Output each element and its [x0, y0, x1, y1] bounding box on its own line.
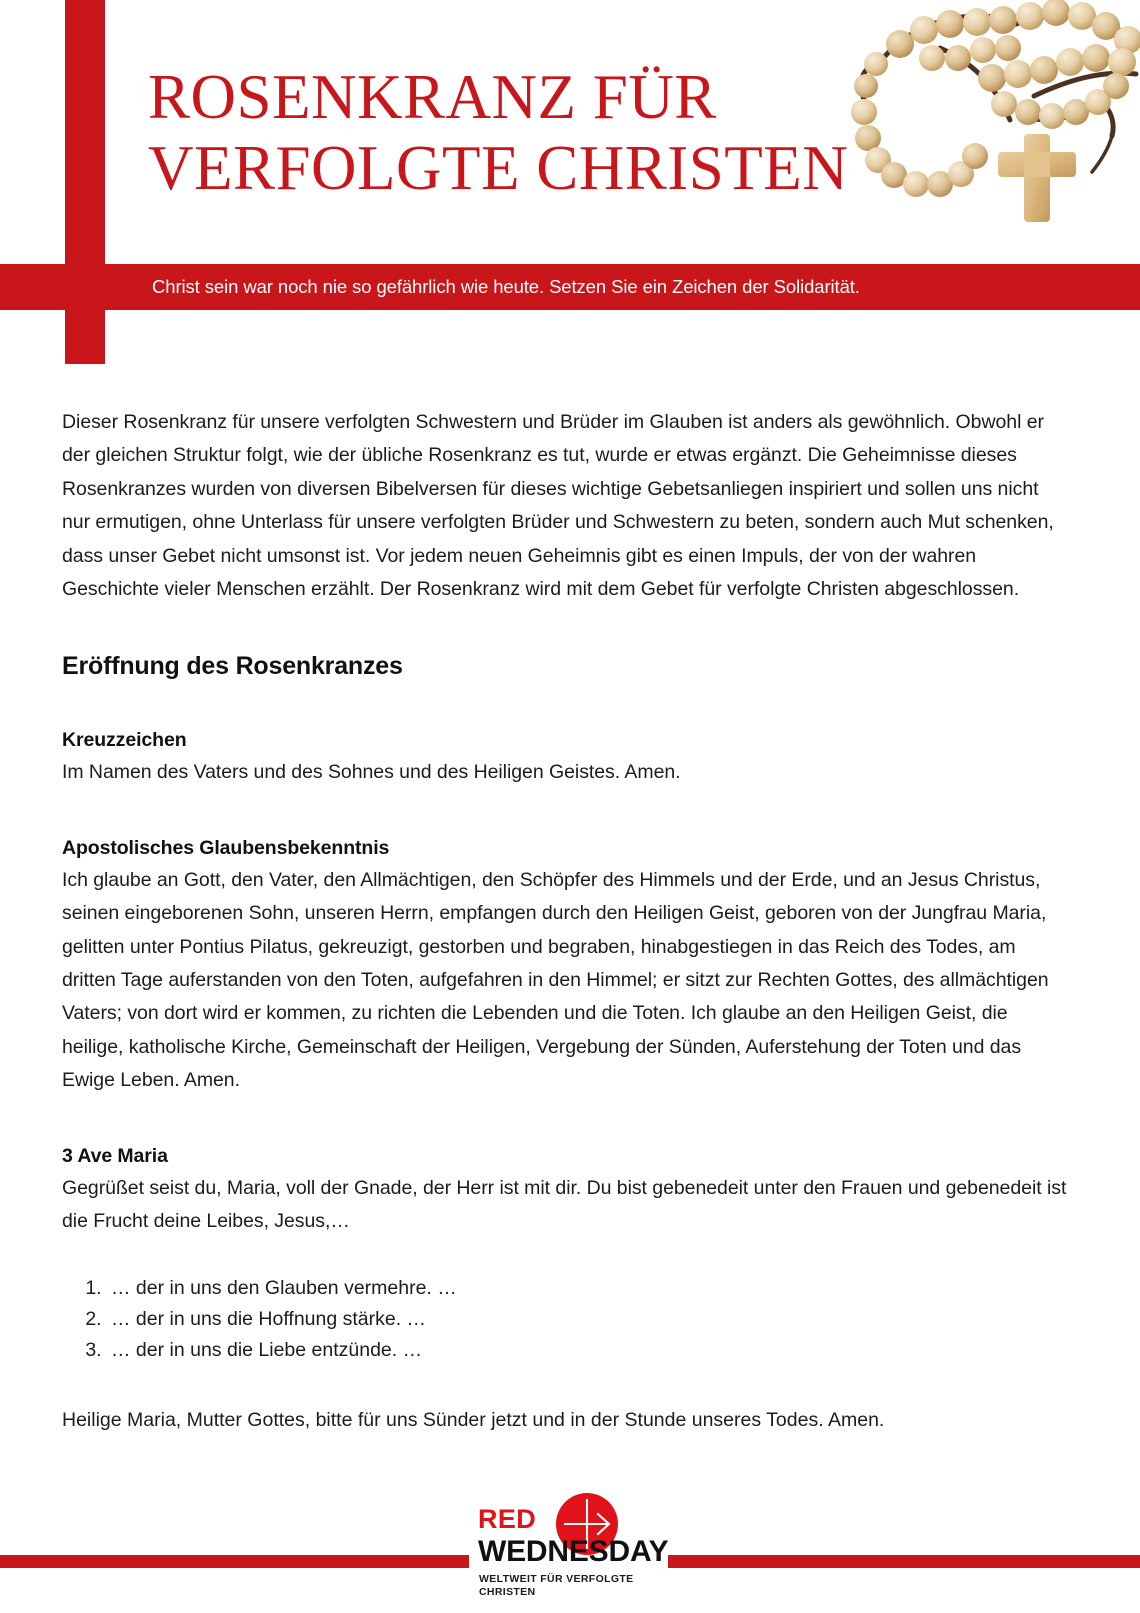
subheading-kreuzzeichen: Kreuzzeichen [62, 729, 187, 752]
footer-rule-right [668, 1555, 1140, 1568]
page-footer [0, 1463, 1140, 1613]
logo-subtitle: WELTWEIT FÜR VERFOLGTE CHRISTEN [479, 1573, 634, 1598]
document-body [62, 406, 1068, 1437]
subheading-glaubensbekenntnis: Apostolisches Glaubensbekenntnis [62, 836, 390, 859]
list-item: 1. … der in uns den Glauben vermehre. … [107, 1273, 1068, 1304]
title-line-1: ROSENKRANZ FÜR [148, 62, 717, 132]
list-item: 3. … der in uns die Liebe entzünde. … [107, 1335, 1068, 1366]
section-heading-opening: Eröffnung des Rosenkranzes [62, 652, 403, 681]
closing-prayer-text: Heilige Maria, Mutter Gottes, bitte für uns Sünder jetzt und in der Stunde unseres Todes. Amen. [62, 1408, 885, 1431]
intro-paragraph: Dieser Rosenkranz für unsere verfolgten Schwestern und Brüder im Glauben ist anders als gewöhnlich. Obwohl er der gleichen Struktur folgt, wie der übliche Rosenkranz es tut, wurde er etwas ergänzt. Die Geheimnisse dieses Rosenkranzes wurden von diversen Bibelversen für dieses wichtige Gebetsanliegen inspiriert und sollen uns nicht nur ermutigen, ohne Unterlass für unsere verfolgten Brüder und Schwestern zu beten, sondern auch Mut schenken, dass unser Gebet nicht umsonst ist. Vor jedem neuen Geheimnis gibt es einen Impuls, der von der wahren Geschichte vieler Menschen erzählt. Der Rosenkranz wird mit dem Gebet für verfolgte Christen abgeschlossen. [62, 411, 1054, 601]
title-line-2: VERFOLGTE CHRISTEN [148, 133, 849, 203]
red-wednesday-logo [470, 1491, 670, 1603]
page-title [148, 62, 988, 204]
kreuzzeichen-text: Im Namen des Vaters und des Sohnes und des Heiligen Geistes. Amen. [62, 761, 681, 784]
page-header [0, 0, 1140, 368]
logo-word-wednesday: WEDNESDAY [478, 1535, 669, 1568]
glaubensbekenntnis-text: Ich glaube an Gott, den Vater, den Allmächtigen, den Schöpfer des Himmels und der Erde, und an Jesus Christus, seinen eingeborenen Sohn, unseren Herrn, empfangen durch den Heiligen Geist, geboren von der Jungfrau Maria, gelitten unter Pontius Pilatus, gekreuzigt, gestorben und begraben, hinabgestiegen in das Reich des Todes, am dritten Tage auferstanden von den Toten, aufgefahren in den Himmel; er sitzt zur Rechten Gottes, des allmächtigen Vaters; von dort wird er kommen, zu richten die Lebenden und die Toten. Ich glaube an den Heiligen Geist, die heilige, katholische Kirche, Gemeinschaft der Heiligen, Vergebung der Sünden, Auferstehung der Toten und das Ewige Leben. Amen. [62, 868, 1049, 1092]
subheading-ave-maria: 3 Ave Maria [62, 1144, 168, 1167]
list-item: 2. … der in uns die Hoffnung stärke. … [107, 1304, 1068, 1335]
ave-maria-text: Gegrüßet seist du, Maria, voll der Gnade, der Herr ist mit dir. Du bist gebenedeit unter den Frauen und gebenedeit ist die Frucht deine Leibes, Jesus,… [62, 1176, 1067, 1233]
logo-word-red: RED [478, 1504, 537, 1534]
ave-maria-intentions-list [62, 1273, 1068, 1366]
footer-rule-left [0, 1555, 469, 1568]
tagline-text: Christ sein war noch nie so gefährlich wie heute. Setzen Sie ein Zeichen der Solidarität. [152, 276, 860, 297]
